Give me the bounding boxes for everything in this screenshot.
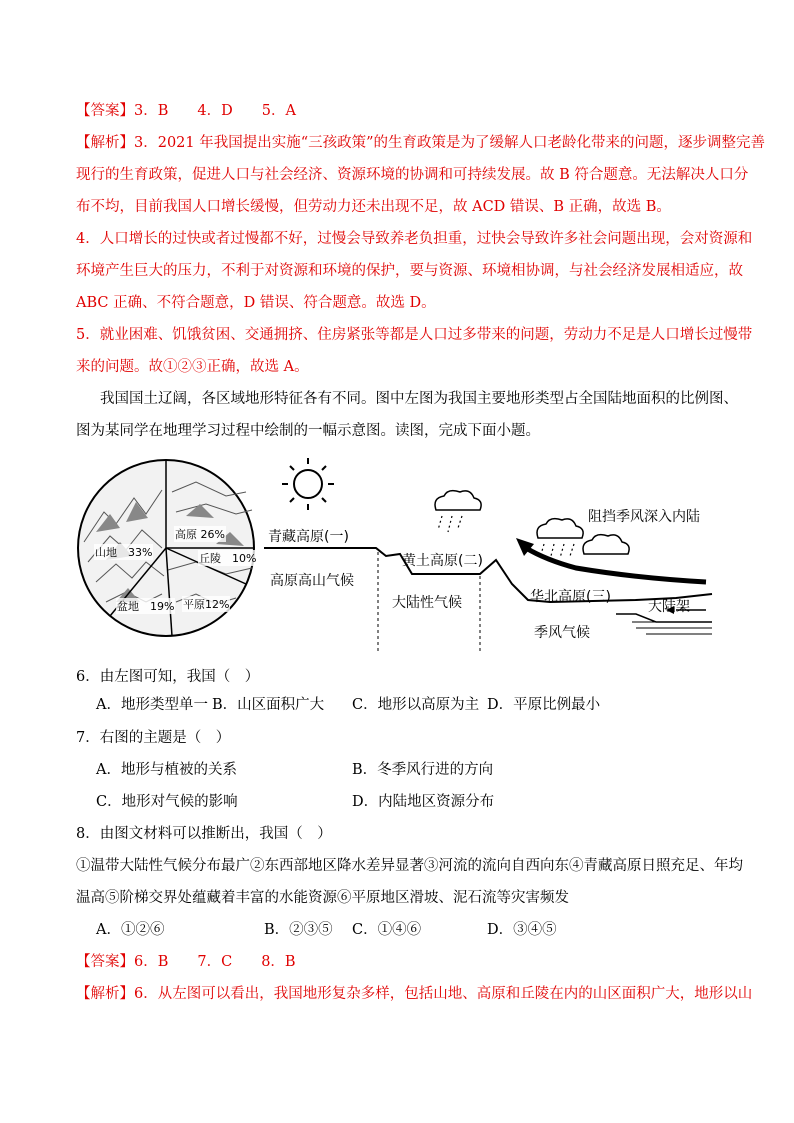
analysis-line: 4．人口增长的过快或者过慢都不好，过慢会导致养老负担重，过快会导致许多社会问题出现，会对资源和 [76, 231, 753, 247]
q6-stem: 6．由左图可知，我国（ ） [76, 669, 260, 685]
rain-lines [438, 516, 462, 532]
intro-line: 图为某同学在地理学习过程中绘制的一幅示意图。读图，完成下面小题。 [76, 423, 540, 439]
pie-label-hill: 丘陵 10% [199, 552, 257, 565]
q7-stem: 7．右图的主题是（ ） [76, 730, 231, 746]
pie-label-plain: 平原12% [183, 598, 230, 611]
terrain-figure [76, 452, 716, 652]
answer-line-1 [76, 101, 726, 121]
answer-text: 6．B 7．C 8．B [134, 954, 296, 970]
q8-option-c: C．①④⑥ [352, 922, 422, 938]
q8-body: ①温带大陆性气候分布最广②东西部地区降水差异显著③河流的流向自西向东④青藏高原日照充足、年均 [76, 858, 743, 874]
q7-option-b: B．冬季风行进的方向 [352, 762, 494, 778]
figure-drawing [76, 452, 716, 652]
analysis-line: 环境产生巨大的压力，不利于对资源和环境的保护，要与资源、环境相协调，与社会经济发展相适应，故 [76, 263, 743, 279]
analysis-line: 【解析】3．2021 年我国提出实施“三孩政策”的生育政策是为了缓解人口老龄化带来的问题，逐步调整完善 [76, 135, 766, 151]
analysis-line-2: 【解析】6．从左图可以看出，我国地形复杂多样，包括山地、高原和丘陵在内的山区面积广大，地形以山 [76, 986, 753, 1002]
q7-option-a: A．地形与植被的关系 [96, 762, 237, 778]
label-huangtu: 黄土高原(二) [402, 553, 483, 569]
q8-stem: 8．由图文材料可以推断出，我国（ ） [76, 826, 332, 842]
q6-option-b: B．山区面积广大 [212, 697, 325, 713]
pie-label-mountain: 山地 33% [95, 546, 153, 559]
label-huangtu-climate: 大陆性气候 [392, 595, 462, 611]
label-qingzang: 青藏高原(一) [268, 529, 349, 545]
q7-option-d: D．内陆地区资源分布 [352, 794, 495, 810]
analysis-line: 现行的生育政策，促进人口与社会经济、资源环境的协调和可持续发展。故 B 符合题意。无法解决人口分 [76, 167, 749, 183]
analysis-tag: 【解析】 [76, 135, 134, 151]
intro-line: 我国国土辽阔，各区域地形特征各有不同。图中左图为我国主要地形类型占全国陆地面积的比例图、 [100, 391, 738, 407]
answer-line-2 [76, 952, 726, 972]
q6-option-d: D．平原比例最小 [487, 697, 601, 713]
sea-waves [632, 622, 712, 634]
label-huabei: 华北高原(三) [530, 589, 611, 605]
pie-label-basin: 盆地 19% [117, 600, 175, 613]
q8-option-b: B．②③⑤ [264, 922, 333, 938]
q6-option-c: C．地形以高原为主 [352, 697, 480, 713]
label-monsoon-climate: 季风气候 [534, 625, 590, 641]
q8-body: 温高⑤阶梯交界处蕴藏着丰富的水能资源⑥平原地区滑坡、泥石流等灾害频发 [76, 890, 569, 906]
pie-label-plateau: 高原 26% [175, 528, 225, 541]
label-block-monsoon: 阻挡季风深入内陆 [588, 509, 700, 525]
q8-option-d: D．③④⑤ [487, 922, 557, 938]
analysis-line: 5．就业困难、饥饿贫困、交通拥挤、住房紧张等都是人口过多带来的问题，劳动力不足是人口增长过慢带 [76, 327, 753, 343]
answer-tag: 【答案】 [76, 954, 134, 970]
analysis-line: 来的问题。故①②③正确，故选 A。 [76, 359, 309, 375]
answer-text: 3．B 4．D 5．A [134, 103, 296, 119]
q8-option-a: A．①②⑥ [96, 922, 165, 938]
answer-tag: 【答案】 [76, 103, 134, 119]
label-qingzang-climate: 高原高山气候 [270, 573, 354, 589]
q7-option-c: C．地形对气候的影响 [96, 794, 238, 810]
analysis-tag: 【解析】 [76, 986, 134, 1002]
analysis-line: ABC 正确、不符合题意，D 错误、符合题意。故选 D。 [76, 295, 436, 311]
q6-option-a: A．地形类型单一 [96, 697, 208, 713]
cloud-icon [435, 491, 481, 510]
label-shelf: 大陆架 [648, 599, 690, 615]
analysis-line: 布不均，目前我国人口增长缓慢，但劳动力还未出现不足，故 ACD 错误、B 正确，故选 B。 [76, 199, 671, 215]
sun-icon [282, 458, 334, 510]
